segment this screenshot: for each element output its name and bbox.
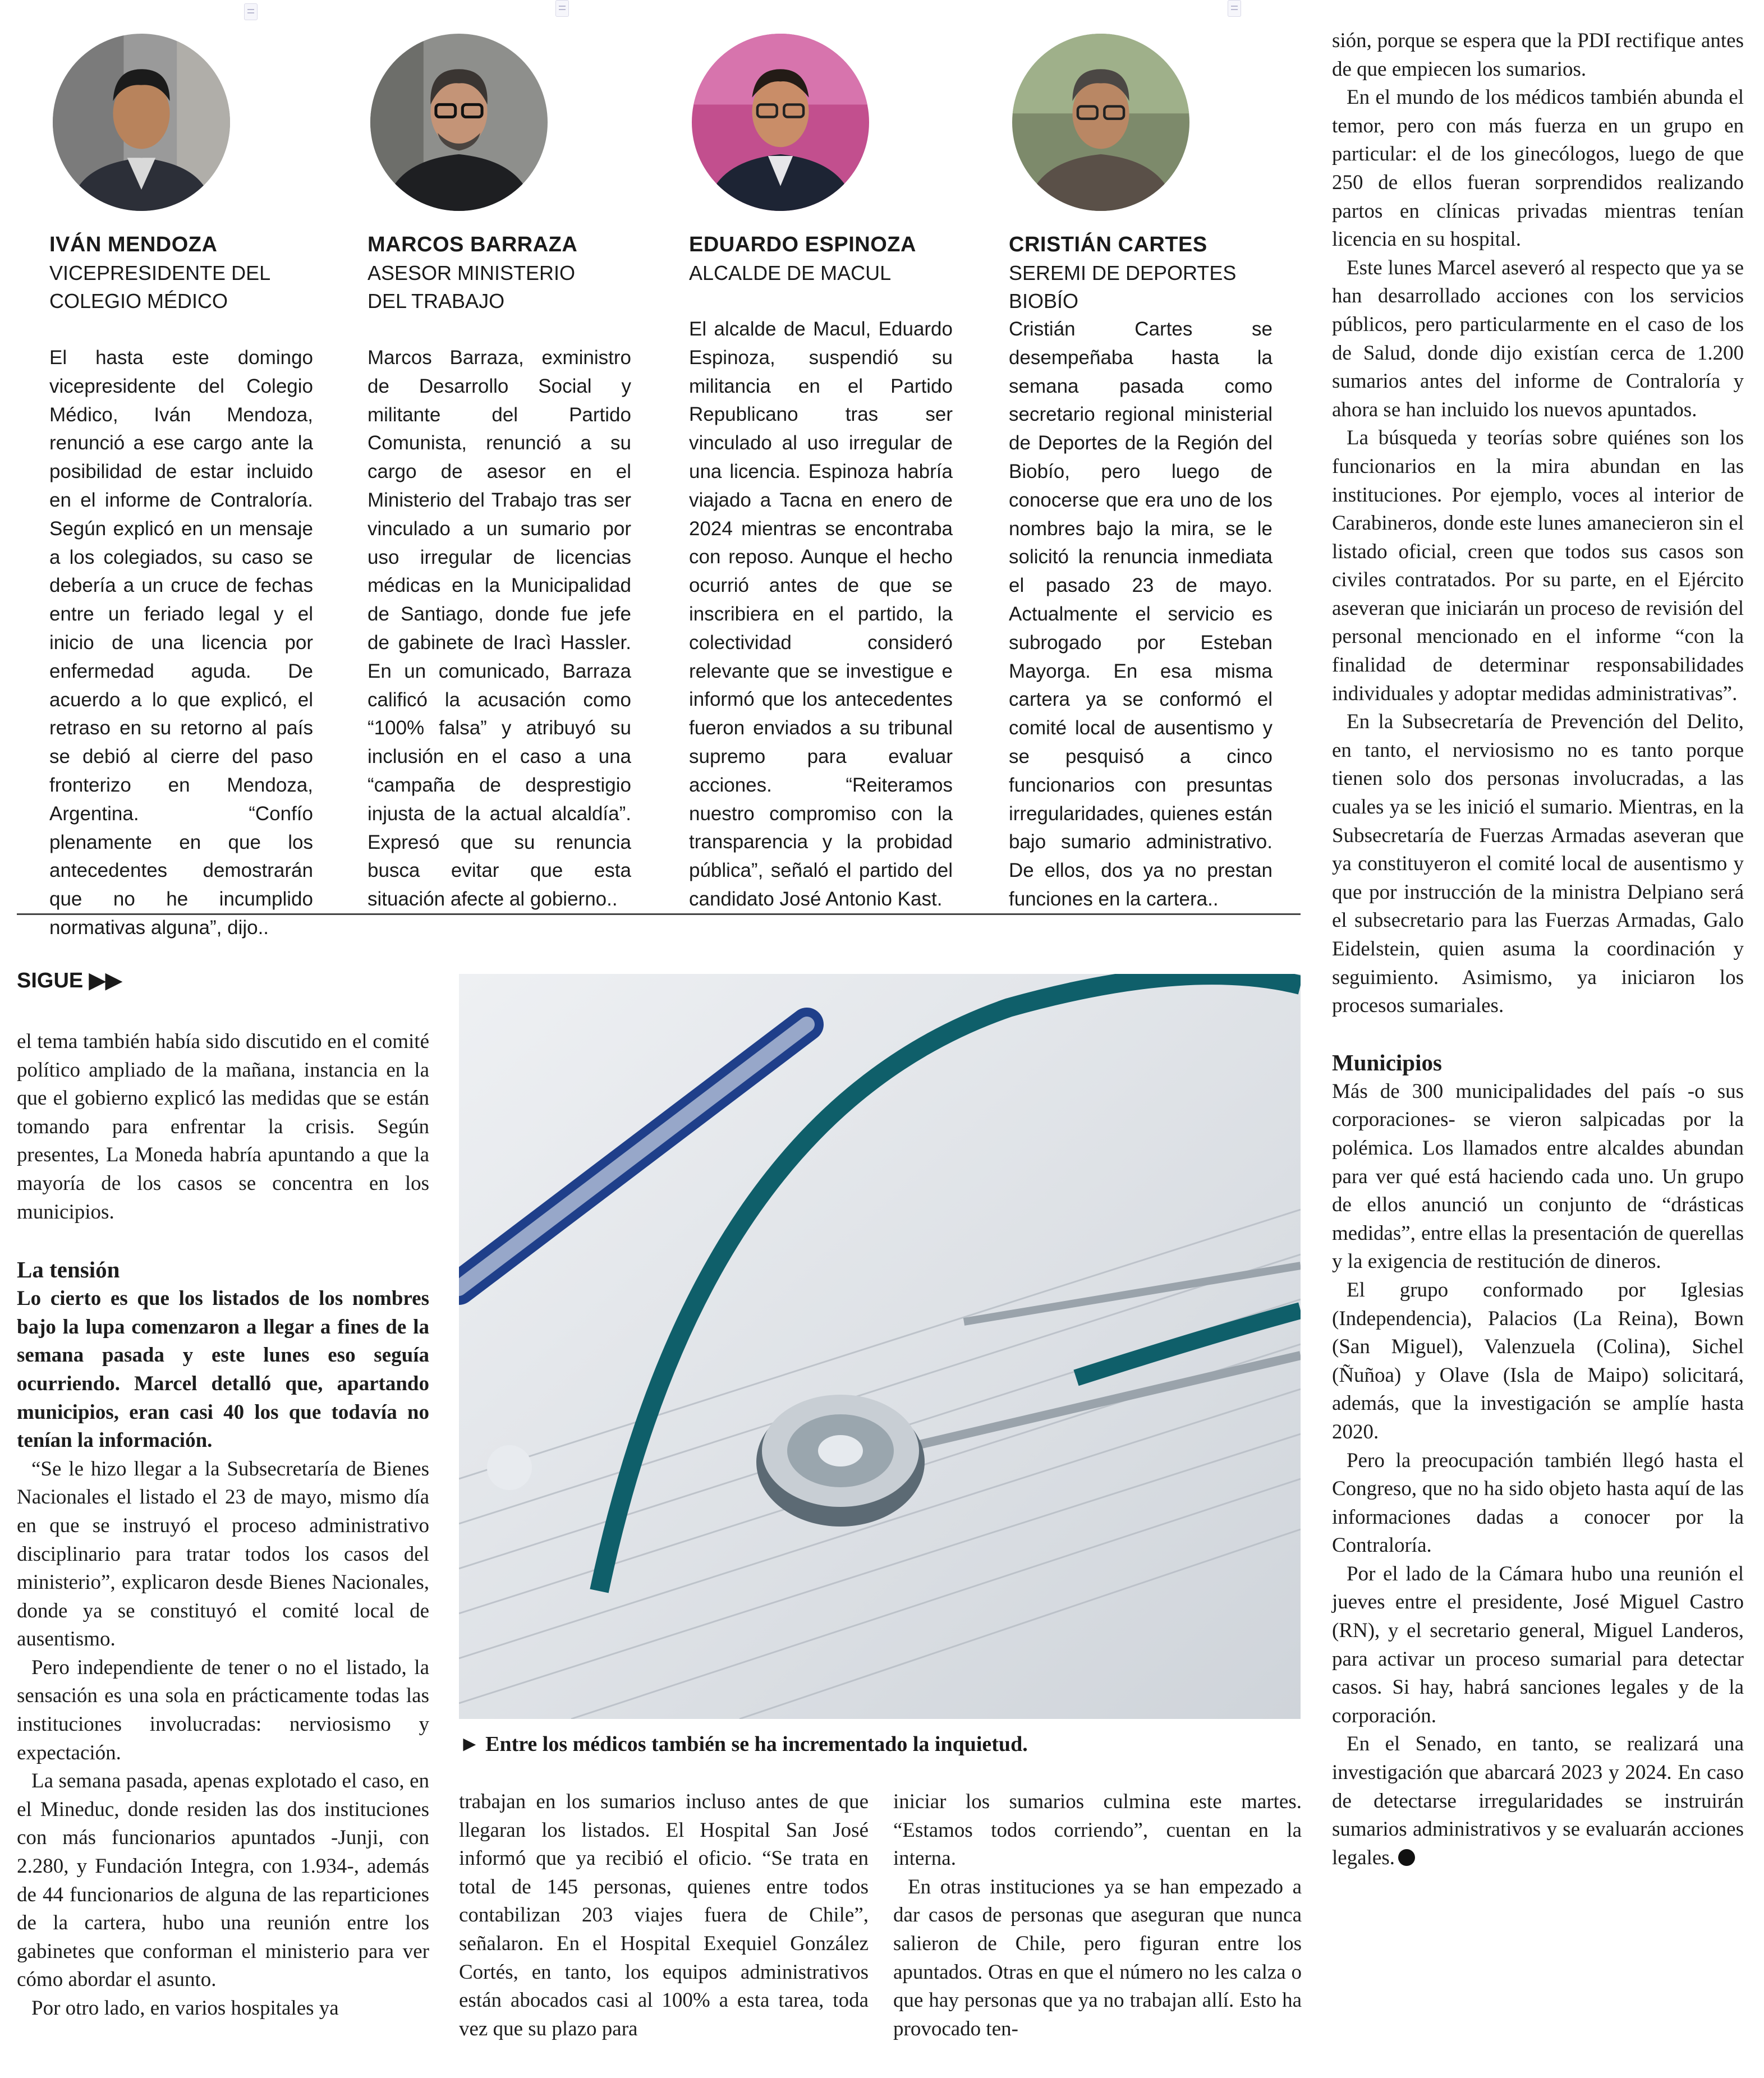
profile-name: EDUARDO ESPINOZA (689, 233, 916, 256)
paragraph: iniciar los sumarios culmina este martes. “Estamos todos corriendo”, cuentan en la interna. (893, 1790, 1302, 1870)
profile-role: ASESOR MINISTERIO DEL TRABAJO (368, 261, 576, 312)
profile-role: VICEPRESIDENTE DEL COLEGIO MÉDICO (49, 261, 271, 312)
profile-role: ALCALDE DE MACUL (689, 261, 892, 284)
paragraph: “Se le hizo llegar a la Subsecretaría de Bienes Nacionales el listado el 23 de mayo, mismo día en que se instruyó el proceso administrativo disciplinario para tratar todos los casos del ministerio”, explicaron desde Bienes Nacionales, donde ya se constituyó el comité local de ausentismo. (17, 1457, 429, 1651)
section-heading: La tensión (17, 1257, 120, 1283)
profile-bio: El hasta este domingo vicepresidente del Colegio Médico, Iván Mendoza, renunció a ese cargo ante la posibilidad de estar incluido en el informe de Contraloría. Según explicó en un mensaje a los colegiados, su caso se debería a un cruce de fechas entre un feriado legal y el inicio de una licencia por enfermedad aguda. De acuerdo a lo que explicó, el retraso en su retorno al país se debió al cierre del paso fronterizo en Mendoza, Argentina. “Confío plenamente en que los antecedentes demostrarán que no he incumplido normativas alguna”, dijo.. (49, 347, 313, 939)
paragraph: Por el lado de la Cámara hubo una reunión el jueves entre el presidente, José Miguel Castro (RN), y el secretario general, Miguel Landeros, para activar un proceso sumarial para detectar casos. Si hay, habrá sanciones legales y de la corporación. (1332, 1562, 1744, 1727)
profile-marcos-barraza (368, 0, 631, 911)
section-heading: Municipios (1332, 1049, 1442, 1075)
portrait-photo (370, 34, 548, 211)
paragraph: En el mundo de los médicos también abunda el temor, pero con más fuerza en un grupo en particular: el de los ginecólogos, luego de que 250 de ellos fueran sorprendidos realizando partos en clínicas privadas mientras tenían licencia en su hospital. (1332, 86, 1744, 251)
paragraph: Pero la preocupación también llegó hasta el Congreso, que no ha sido objeto hasta aquí de las informaciones dadas a conocer por la Contraloría. (1332, 1449, 1744, 1557)
paragraph: Más de 300 municipalidades del país -o sus corporaciones- se vieron salpicadas por la polémica. Los llamados entre alcaldes abundan para ver qué está haciendo cada uno. Un grupo de ellos anunció un conjunto de “drásticas medidas”, entre ellas la presentación de querellas y la exigencia de restitución de dineros. (1332, 1079, 1744, 1274)
paragraph: La búsqueda y teorías sobre quiénes son los funcionarios en la mira abundan en las instituciones. Por ejemplo, voces al interior de Carabineros, donde este lunes amanecieron sin el listado oficial, creen que todos sus casos son civiles contratados. Por su parte, en el Ejército aseveran que iniciarán un proceso de revisión del personal mencionado en el informe “con la finalidad de determinar responsabilidades individuales y adoptar medidas administrativas”. (1332, 426, 1744, 705)
portrait-photo (1012, 34, 1189, 211)
profile-role: SEREMI DE DEPORTES BIOBÍO (1009, 261, 1237, 312)
profile-bio: El alcalde de Macul, Eduardo Espinoza, suspendió su militancia en el Partido Republicano tras ser vinculado al uso irregular de una licencia. Espinoza habría viajado a Tacna en enero de 2024 mientras se encontraba con reposo. Aunque el hecho ocurrió antes de que se inscribiera en el partido, la colectividad consideró relevante que se investigue e informó que los antecedentes fueron enviados a su tribunal supremo para evaluar acciones. “Reiteramos nuestro compromiso con la transparencia y la probidad pública”, señaló el partido del candidato José Antonio Kast. (689, 318, 953, 910)
body-column-2 (459, 1788, 869, 2043)
profile-name: CRISTIÁN CARTES (1009, 233, 1207, 256)
paragraph: El grupo conformado por Iglesias (Independencia), Palacios (La Reina), Bown (San Miguel), Valenzuela (Colina), Sichel (Ñuñoa) y Olave (Isla de Maipo) solicitará, además, que la investigación se amplíe hasta 2020. (1332, 1278, 1744, 1443)
closing-paragraph-text: En el Senado, en tanto, se realizará una investigación que abarcará 2023 y 2024. En caso de detectarse irregularidades se instruirán sumarios administrativos y se evaluarán acciones legales. (1332, 1732, 1744, 1869)
end-mark-icon (1398, 1849, 1415, 1866)
profile-eduardo-espinoza (689, 0, 953, 910)
portrait-photo (53, 34, 230, 211)
photo-caption: ► Entre los médicos también se ha incrementado la inquietud. (459, 1732, 1028, 1756)
lede-paragraph: Lo cierto es que los listados de los nombres bajo la lupa comenzaron a llegar a fines de la semana pasada y este lunes eso seguía ocurriendo. Marcel detalló que, apartando municipios, eran casi 40 los que todavía no tenían la información. (17, 1287, 429, 1452)
paragraph: sión, porque se espera que la PDI rectifique antes de que empiecen los sumarios. (1332, 29, 1744, 81)
stethoscope-photo (459, 974, 1301, 1719)
paragraph: Por otro lado, en varios hospitales ya (31, 1997, 339, 2020)
profile-ivan-mendoza (49, 0, 313, 939)
paragraph: trabajan en los sumarios incluso antes de que llegaran los listados. El Hospital San José informó que ya recibió el oficio. “Se trata en total de 145 personas, quienes entre todos contabilizan 203 viajes fuera de Chile”, señalaron. En el Hospital Exequiel González Cortés, en tanto, los equipos administrativos están abocados casi al 100% a esta tarea, toda vez que su plazo para (459, 1790, 869, 2040)
profile-cristian-cartes (1009, 0, 1273, 910)
profile-name: IVÁN MENDOZA (49, 233, 218, 256)
paragraph: En otras instituciones ya se han empezado a dar casos de personas que aseguran que nunca salieron de Chile, pero figuran entre los apuntados. Otras en que el número no les calza o que hay personas que ya no trabajan allí. Esto ha provocado ten- (893, 1875, 1302, 2040)
paragraph: el tema también había sido discutido en el comité político ampliado de la mañana, instancia en la que el gobierno explicó las medidas que se están tomando para enfrentar la crisis. Según presentes, La Moneda habría apuntando a que la mayoría de los casos se concentra en los municipios. (17, 1030, 429, 1224)
paragraph (1332, 1730, 1744, 1872)
profile-name: MARCOS BARRAZA (368, 233, 578, 256)
continued-label: SIGUE ▶▶ (17, 969, 122, 992)
portrait-photo (692, 34, 869, 211)
profile-bio: Marcos Barraza, exministro de Desarrollo Social y militante del Partido Comunista, renunció a su cargo de asesor en el Ministerio del Trabajo tras ser vinculado a un sumario por uso irregular de licencias médicas en la Municipalidad de Santiago, donde fue jefe de gabinete de Iracì Hassler. En un comunicado, Barraza calificó la acusación como “100% falsa” y atribuyó su inclusión en el caso a una “campaña de desprestigio injusta de la actual alcaldía”. Expresó que su renuncia busca evitar que esta situación afecte al gobierno.. (368, 347, 631, 911)
body-column-3 (893, 1788, 1302, 2043)
body-column-1 (17, 1028, 429, 2023)
paragraph: Este lunes Marcel aseveró al respecto que ya se han desarrollado acciones con los servicios públicos, pero particularmente en el caso de los de Salud, donde dijo existían cerca de 1.200 sumarios antes del informe de Contraloría y ahora se han incluido los nuevos apuntados. (1332, 256, 1744, 421)
profile-bio: Cristián Cartes se desempeñaba hasta la semana pasada como secretario regional ministerial de Deportes de la Región del Biobío, pero luego de conocerse que era uno de los nombres bajo la mira, se le solicitó la renuncia inmediata el pasado 23 de mayo. Actualmente el servicio es subrogado por Esteban Mayorga. En esa misma cartera ya se conformó el comité local de ausentismo y se pesquisó a cinco funcionarios con presuntas irregularidades, quienes están bajo sumario administrativo. De ellos, dos ya no prestan funciones en la cartera.. (1009, 318, 1273, 910)
body-column-4 (1332, 27, 1744, 1872)
paragraph: En la Subsecretaría de Prevención del Delito, en tanto, el nerviosismo no es tanto porque tienen solo dos personas involucradas, a las cuales ya se les inició el sumario. Mientras, en la Subsecretaría de Fuerzas Armadas aseveran que ya constituyeron el comité local de ausentismo y que por instrucción de la ministra Delpiano será el subsecretario para las Fuerzas Armadas, Galo Eidelstein, quien asuma la coordinación y seguimiento. Asimismo, ya iniciaron los procesos sumariales. (1332, 710, 1744, 1018)
paragraph: Pero independiente de tener o no el listado, la sensación es una sola en prácticamente todas las instituciones involucradas: nerviosismo y expectación. (17, 1656, 429, 1764)
section-divider (17, 913, 1301, 915)
paragraph: La semana pasada, apenas explotado el caso, en el Mineduc, donde residen las dos instituciones con más funcionarios apuntados -Junji, con 2.280, y Fundación Integra, con 1.934-, además de 44 funcionarios de alguna de las reparticiones de la cartera, hubo una reunión entre los gabinetes que conforman el ministerio para ver cómo abordar el asunto. (17, 1769, 429, 1992)
